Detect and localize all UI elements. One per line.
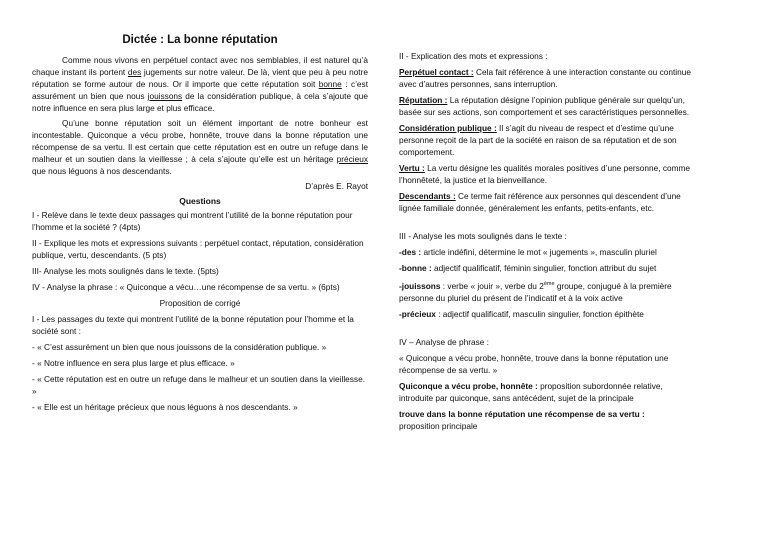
text-paragraph-2 bbox=[32, 117, 368, 177]
text-paragraph-1 bbox=[32, 54, 368, 114]
clause-text: proposition principale bbox=[399, 420, 478, 431]
correction-heading: Proposition de corrigé bbox=[159, 298, 241, 308]
definition-term: Vertu : bbox=[399, 163, 425, 173]
analysis-text: : verbe « jouir », verbe du 2 bbox=[440, 280, 544, 291]
section-3-heading: III - Analyse les mots soulignés dans le texte : bbox=[399, 231, 567, 241]
question-1: I - Relève dans le texte deux passages qui montrent l’utilité de la bonne réputation pour l’homme et la société ? (4pts) bbox=[32, 210, 353, 232]
definition-descendants bbox=[399, 190, 699, 214]
clause-analysis-1 bbox=[399, 380, 699, 404]
analysis-term: -des : bbox=[399, 247, 422, 257]
correction-passage-3: - « Cette réputation est en outre un refuge dans le malheur et un soutien dans la vieillesse. » bbox=[32, 374, 366, 396]
text-segment: Comme nous vivons en perpétuel contact avec nos semblables, il est naturel qu’à chaque instant ils portent bbox=[32, 55, 368, 77]
clause-text: proposition subordonnée relative, introduite par quiconque, sans antécédent, sujet de la principale bbox=[399, 380, 663, 403]
correction-passage-2: - « Notre influence en sera plus large et plus efficace. » bbox=[32, 358, 235, 368]
text-segment: jugements sur notre valeur. De là, vient que peu à peu notre réputation se forme autour de nous. Or il importe que cette réputation soit bbox=[32, 67, 368, 89]
text-segment: Qu’une bonne réputation soit un élément important de notre bonheur est incontestable. Quiconque a vécu probe, honnête, trouve dans la bonne réputation une récompense de sa vertu. Il est certain que cette réputation est en outre un refuge dans le malheur et un soutien dans la vieillesse ; à cela s’ajoute qu’elle est un héritage bbox=[32, 118, 368, 164]
superscript: ème bbox=[543, 281, 555, 287]
definition-vertu bbox=[399, 162, 699, 186]
analysis-term: -précieux bbox=[399, 308, 436, 319]
analysis-text: groupe, conjugué à la première personne du pluriel du présent de l’indicatif et à la voix active bbox=[399, 280, 672, 303]
question-3: III- Analyse les mots soulignés dans le texte. (5pts) bbox=[32, 266, 219, 276]
definition-consideration-publique bbox=[399, 122, 699, 158]
underlined-word-jouissons: jouissons bbox=[147, 91, 183, 101]
definition-text: La réputation désigne l’opinion publique générale sur quelqu’un, basée sur ses actions, son comportement et ses caractéristiques personnelles. bbox=[399, 95, 690, 117]
correction-intro: I - Les passages du texte qui montrent l’utilité de la bonne réputation pour l’homme et la société sont : bbox=[32, 314, 354, 336]
analysis-text: adjectif qualificatif, féminin singulier, fonction attribut du sujet bbox=[431, 263, 657, 273]
right-column bbox=[399, 50, 699, 436]
definition-term: Descendants : bbox=[399, 191, 456, 201]
underlined-word-bonne: bonne bbox=[318, 79, 342, 89]
definition-term: Réputation : bbox=[399, 95, 448, 105]
definition-text: Ce terme fait référence aux personnes qui descendent d’une lignée familiale donnée, généralement les enfants, petits-enfants, etc. bbox=[399, 191, 681, 213]
left-column bbox=[32, 34, 368, 417]
question-2: II - Explique les mots et expressions suivants : perpétuel contact, réputation, considération publique, vertu, descendants. (5 pts) bbox=[32, 238, 364, 260]
analysis-text: : adjectif qualificatif, masculin singulier, fonction épithète bbox=[435, 308, 644, 319]
text-segment: de la considération publique, à cela s’ajoute que notre influence en sera plus large et plus efficace. bbox=[32, 91, 369, 113]
text-segment: : c’est assurément un bien que nous bbox=[32, 79, 369, 101]
definition-term: Perpétuel contact : bbox=[399, 67, 474, 77]
section-2-heading: II - Explication des mots et expressions : bbox=[399, 51, 548, 61]
dictation-title: Dictée : La bonne réputation bbox=[122, 34, 278, 46]
question-4: IV - Analyse la phrase : « Quiconque a vécu…une récompense de sa vertu. » (6pts) bbox=[32, 282, 340, 292]
sentence-quote: « Quiconque a vécu probe, honnête, trouve dans la bonne réputation une récompense de sa vertu. » bbox=[399, 352, 669, 375]
underlined-word-precieux: précieux bbox=[336, 154, 368, 164]
analysis-text: article indéfini, détermine le mot « jugements », masculin pluriel bbox=[421, 247, 657, 257]
analysis-jouissons bbox=[399, 278, 699, 304]
author-credit: D’après E. Rayot bbox=[305, 181, 368, 191]
clause-term: trouve dans la bonne réputation une récompense de sa vertu : bbox=[399, 408, 645, 419]
definition-text: Il s’agit du niveau de respect et d’estime qu’une personne reçoit de la part de la société en raison de sa réputation et de son comportement. bbox=[399, 123, 677, 157]
section-4-heading: IV – Analyse de phrase : bbox=[399, 336, 489, 347]
analysis-des bbox=[399, 246, 699, 258]
analysis-term: -bonne : bbox=[399, 263, 432, 273]
definition-reputation bbox=[399, 94, 699, 118]
questions-heading: Questions bbox=[179, 196, 221, 206]
definition-text: Cela fait référence à une interaction constante ou continue avec d’autres personnes, sans interruption. bbox=[399, 67, 691, 89]
correction-passage-4: - « Elle est un héritage précieux que nous léguons à nos descendants. » bbox=[32, 402, 298, 412]
spacer bbox=[399, 324, 699, 336]
definition-perpetuel-contact bbox=[399, 66, 699, 90]
analysis-bonne bbox=[399, 262, 699, 274]
analysis-term: -jouissons bbox=[399, 280, 441, 291]
clause-term: Quiconque a vécu probe, honnête : bbox=[399, 380, 538, 391]
clause-analysis-2 bbox=[399, 408, 699, 432]
correction-passage-1: - « C’est assurément un bien que nous jouissons de la considération publique. » bbox=[32, 342, 327, 352]
text-segment: que nous léguons à nos descendants. bbox=[32, 166, 172, 176]
definition-term: Considération publique : bbox=[399, 123, 497, 133]
underlined-word-des: des bbox=[127, 67, 142, 77]
analysis-precieux bbox=[399, 308, 699, 320]
definition-text: La vertu désigne les qualités morales positives d’une personne, comme l’honnêteté, la justice et la bienveillance. bbox=[399, 163, 691, 185]
spacer bbox=[399, 218, 699, 230]
